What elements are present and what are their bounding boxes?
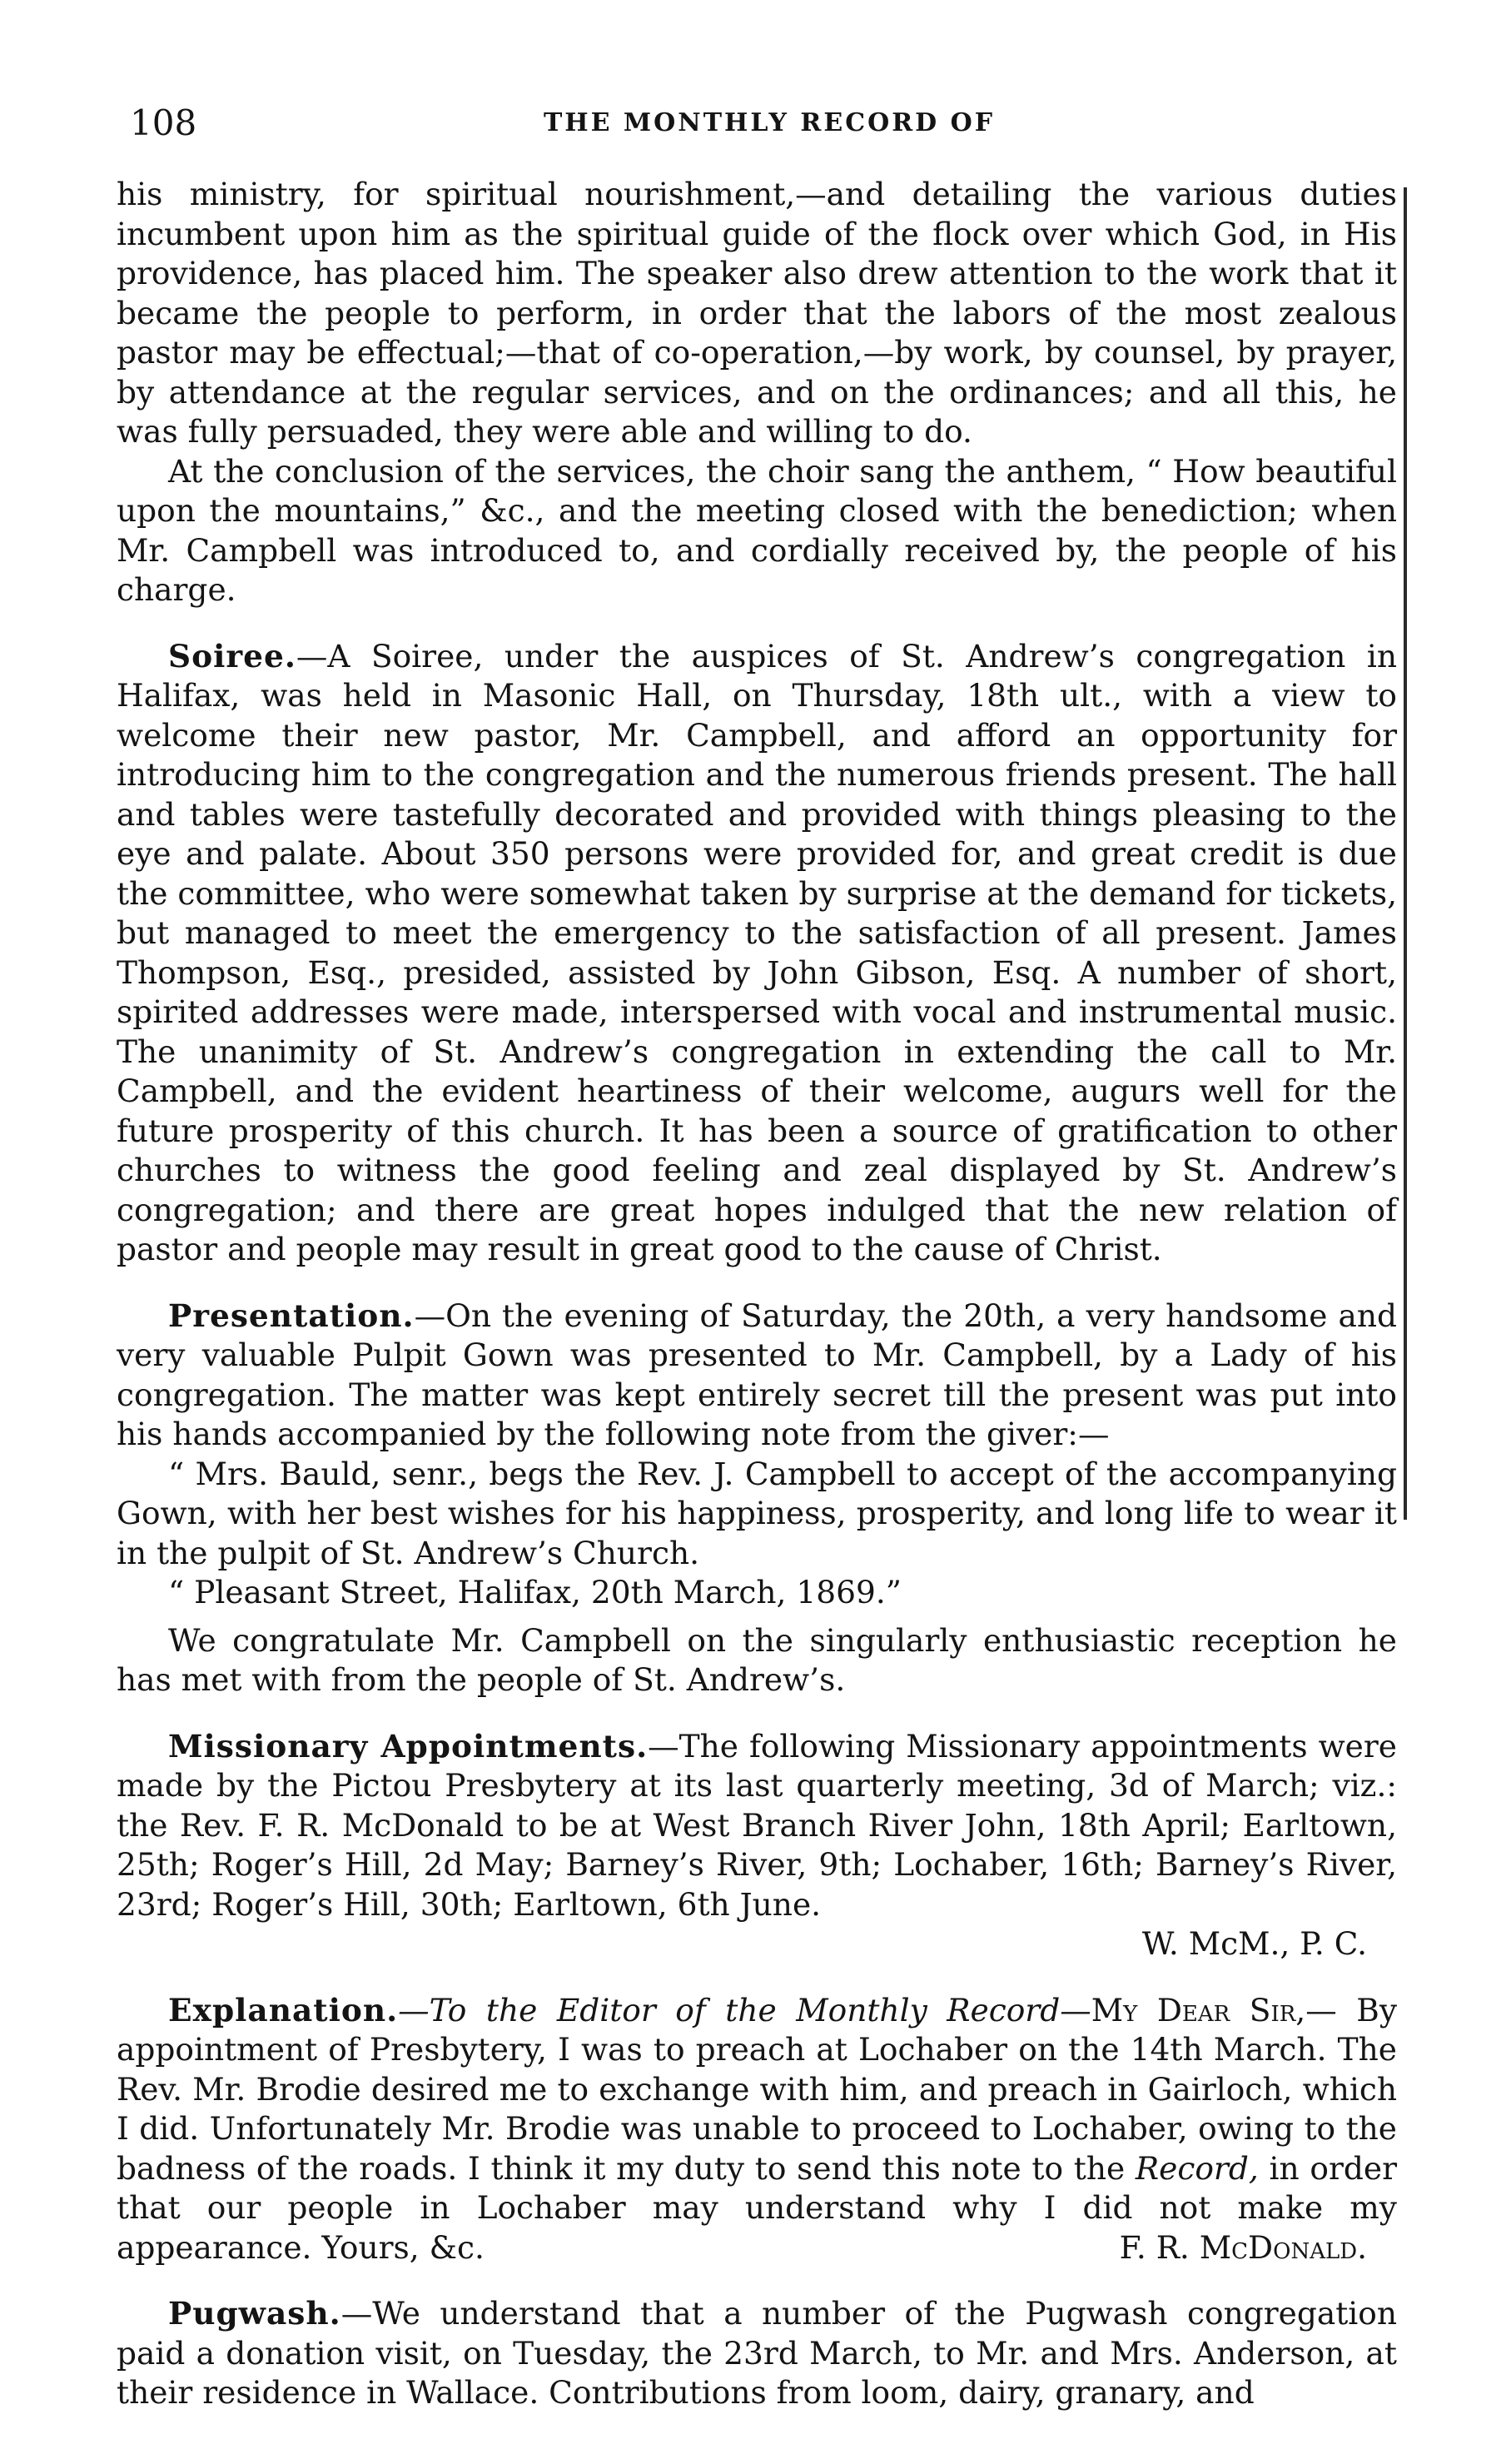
missionary-heading: Missionary Appointments. — [168, 1727, 649, 1765]
column-rule — [1404, 187, 1407, 1520]
section-missionary — [117, 1727, 1397, 1925]
explanation-record-word: Record, — [1135, 2149, 1259, 2187]
presentation-address: “ Pleasant Street, Halifax, 20th March, 1869.” — [168, 1574, 902, 1610]
section-soiree — [117, 637, 1397, 1270]
presentation-text: —On the evening of Saturday, the 20th, a very handsome and very valuable Pulpit Gown was presented to Mr. Campbell, by a Lady of his congregation. The matter was kept entirely secret till the present was put into his hands accompanied by the following note from the giver:— — [117, 1297, 1397, 1452]
soiree-heading: Soiree. — [168, 637, 296, 674]
explanation-text: By appointment of Presbytery, I was to preach at Lochaber on the 14th March. The Rev. Mr. Brodie desired me to exchange with him, and preach in Gairloch, which I did. Unfortunately Mr. Brodie was unable to proceed to Lochaber, owing to the badness of the roads. I think it my duty to send this note to the — [117, 1991, 1398, 2187]
explanation-intro: —To the Editor of the Monthly Record— — [398, 1991, 1091, 2028]
soiree-text: —A Soiree, under the auspices of St. Andrew’s congregation in Halifax, was held in Masonic Hall, on Thursday, 18th ult., with a view to welcome their new pastor, Mr. Campbell, and afford an opportunity for introducing him to the congregation and the numerous friends present. The hall and tables were tastefully decorated and provided with things pleasing to the eye and palate. About 350 persons were provided for, and great credit is due the committee, who were somewhat taken by surprise at the demand for tickets, but managed to meet the emergency to the satisfaction of all present. James Thompson, Esq., presided, assisted by John Gibson, Esq. A number of short, spirited addresses were made, interspersed with vocal and instrumental music. The unanimity of St. Andrew’s congregation in extending the call to Mr. Campbell, and the evident heartiness of their welcome, augurs well for the future prosperity of this church. It has been a source of gratification to other churches to witness the good feeling and zeal displayed by St. Andrew’s congregation; and there are great hopes indulged that the new relation of pastor and people may result in great good to the cause of Christ. — [117, 637, 1397, 1267]
pugwash-text: —We understand that a number of the Pugwash congregation paid a donation visit, on Tuesday, the 23rd March, to Mr. and Mrs. Anderson, at their residence in Wallace. Contributions from loom, dairy, granary, and — [117, 2295, 1397, 2411]
presentation-closing: We congratulate Mr. Campbell on the singularly enthusiastic reception he has met with from the people of St. Andrew’s. — [117, 1621, 1397, 1698]
missionary-signature: W. McM., P. C. — [1141, 1925, 1367, 1962]
explanation-signature: F. R. McDonald. — [1119, 2228, 1367, 2266]
running-title: THE MONTHLY RECORD OF — [543, 108, 996, 137]
missionary-text: —The following Missionary appointments were made by the Pictou Presbytery at its last quarterly meeting, 3d of March; viz.: the Rev. F. R. McDonald to be at West Branch River John, 18th April; Earltown, 25th; Roger’s Hill, 2d May; Barney’s River, 9th; Lochaber, 16th; Barney’s River, 23rd; Roger’s Hill, 30th; Earltown, 6th June. — [117, 1727, 1397, 1923]
page-number: 108 — [130, 102, 197, 143]
paragraph-conclusion: At the conclusion of the services, the choir sang the anthem, “ How beautiful upon the mountains,” &c., and the meeting closed with the benediction; when Mr. Campbell was introduced to, and cordially received by, the people of his charge. — [117, 452, 1397, 608]
paragraph-ministry: his ministry, for spiritual nourishment,—and detailing the various duties incumbent upon him as the spiritual guide of the flock over which God, in His providence, has placed him. The speaker also drew attention to the work that it became the people to perform, in order that the labors of the most zealous pastor may be effectual;—that of co-operation,—by work, by counsel, by prayer, by attendance at the regular services, and on the ordinances; and all this, he was fully persuaded, they were able and willing to do. — [117, 176, 1397, 450]
section-explanation — [117, 1991, 1397, 2268]
explanation-text-2: in order that our people in Lochaber may understand why I did not make my appearance. Yours, &c. — [117, 2149, 1397, 2266]
explanation-heading: Explanation. — [168, 1991, 399, 2028]
presentation-heading: Presentation. — [168, 1297, 415, 1334]
explanation-salutation: My Dear Sir,— — [1091, 1991, 1337, 2028]
section-pugwash — [117, 2294, 1397, 2413]
pugwash-heading: Pugwash. — [168, 2295, 341, 2332]
page-header — [130, 98, 1409, 148]
presentation-quote: “ Mrs. Bauld, senr., begs the Rev. J. Campbell to accept of the accompanying Gown, with her best wishes for his happiness, prosperity, and long life to wear it in the pulpit of St. Andrew’s Church. — [117, 1455, 1397, 1571]
article-body — [117, 175, 1397, 2413]
section-presentation — [117, 1297, 1397, 1455]
